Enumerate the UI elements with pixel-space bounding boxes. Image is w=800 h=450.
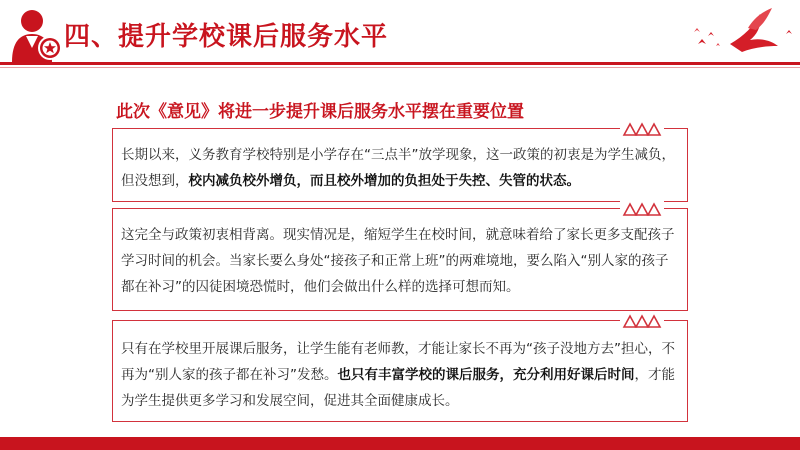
header: [0, 0, 800, 66]
header-divider-thin: [0, 67, 800, 68]
paragraph-tail: ，才能为学生提供更多学习和发展空间，促进其全面健康成长。: [121, 367, 675, 409]
paragraph-plain: 只有在学校里开展课后服务，让学生能有老师教，才能让家长不再为“孩子没地方去”担心，不再为“别人家的孩子都在补习”发愁。: [121, 341, 675, 383]
flying-doves-icon: [690, 6, 794, 54]
triangle-ornament-icon: [620, 120, 664, 138]
paragraph-plain: 长期以来，义务教育学校特别是小学存在“三点半”放学现象，这一政策的初衷是为学生减负，但没想到，: [121, 147, 675, 189]
paragraph-text: [121, 142, 677, 194]
paragraph-box-2: [112, 208, 688, 311]
footer-bar: [0, 437, 800, 450]
person-with-badge-icon: [10, 6, 64, 64]
paragraph-box-1: [112, 128, 688, 202]
paragraph-plain: 这完全与政策初衷相背离。现实情况是，缩短学生在校时间，就意味着给了家长更多支配孩子学习时间的机会。当家长要么身处“接孩子和正常上班”的两难境地，要么陷入“别人家的孩子都在补习”的囚徒困境恐慌时，他们会做出什么样的选择可想而知。: [121, 227, 675, 295]
paragraph-box-3: [112, 320, 688, 422]
page-title: 四、提升学校课后服务水平: [64, 22, 389, 52]
triangle-ornament-icon: [620, 200, 664, 218]
paragraph-text: [121, 336, 677, 414]
section-subtitle: 此次《意见》将进一步提升课后服务水平摆在重要位置: [116, 102, 524, 122]
header-divider: [0, 62, 800, 65]
paragraph-text: [121, 222, 677, 300]
triangle-ornament-icon: [620, 312, 664, 330]
paragraph-emphasis: 也只有丰富学校的课后服务，充分利用好课后时间: [337, 367, 635, 383]
paragraph-emphasis: 校内减负校外增负，而且校外增加的负担处于失控、失管的状态。: [188, 173, 580, 189]
